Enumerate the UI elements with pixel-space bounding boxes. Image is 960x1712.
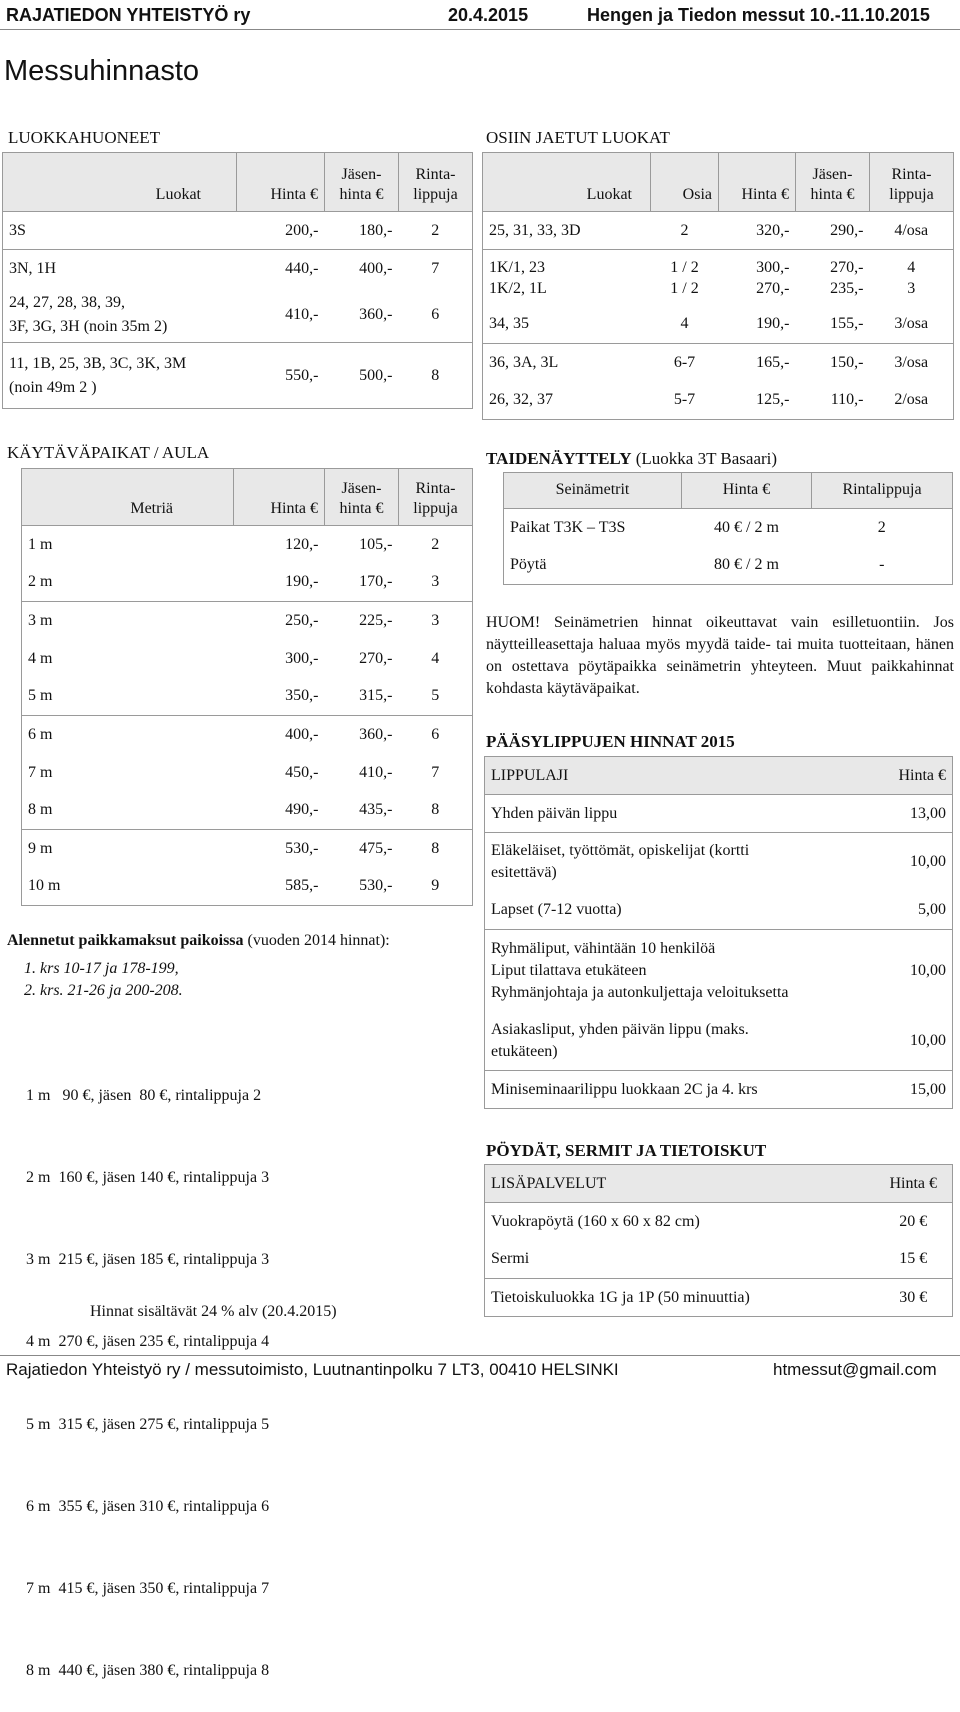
list-item: 5 m 315 €, jäsen 275 €, rintalippuja 5 xyxy=(26,1415,270,1433)
cell-lippulaji: Yhden päivän lippu xyxy=(491,804,618,822)
cell-luokat: 25, 31, 33, 3D xyxy=(483,212,651,250)
cell-hinta: 200,- xyxy=(237,212,325,250)
col-header-hinta: Hinta € xyxy=(234,469,325,526)
table-row xyxy=(22,602,473,640)
table-row xyxy=(22,640,473,678)
cell-rintalippuja: 6 xyxy=(431,305,440,323)
cell-jasenhinta: 500,- xyxy=(359,366,393,384)
cell-rintalippuja: 2 xyxy=(877,518,886,536)
col-header-rintalippuja: Rintalippuja xyxy=(812,473,953,509)
cell-lisapalvelu: Vuokrapöytä (160 x 60 x 82 cm) xyxy=(491,1212,700,1230)
footer-rule xyxy=(0,1355,960,1356)
cell-hinta: 550,- xyxy=(285,366,319,384)
extras-table xyxy=(484,1164,953,1317)
cell-jasenhinta: 435,- xyxy=(359,801,393,819)
table-row xyxy=(22,868,473,906)
table-row xyxy=(485,1241,953,1279)
classrooms-table xyxy=(2,152,473,409)
header-org: RAJATIEDON YHTEISTYÖ ry xyxy=(6,5,251,25)
col-header-rintalippuja: Rinta- lippuja xyxy=(870,153,954,212)
cell-hinta: 10,00 xyxy=(910,853,946,871)
cell-hinta: 5,00 xyxy=(918,901,946,919)
cell-rintalippuja: 3 xyxy=(431,611,440,629)
cell-hinta: 125,- xyxy=(756,391,790,409)
cell-hinta: 440,- xyxy=(285,259,319,277)
cell-metria: 6 m xyxy=(28,725,53,743)
col-header-lippulaji: LIPPULAJI xyxy=(491,766,569,784)
table-row xyxy=(483,344,954,382)
table-row xyxy=(483,250,954,306)
cell-rintalippuja: 4 xyxy=(431,649,440,667)
cell-lippulaji: Eläkeläiset, työttömät, opiskelijat (kortti esitettävä) xyxy=(491,842,750,882)
cell-seinametrit: Paikat T3K – T3S xyxy=(510,518,626,536)
table-row xyxy=(485,1203,953,1241)
header-event: Hengen ja Tiedon messut 10.-11.10.2015 xyxy=(587,5,930,25)
art-title-bold: TAIDENÄYTTELY xyxy=(486,449,632,468)
cell-rintalippuja: 8 xyxy=(431,801,440,819)
table-row xyxy=(485,892,953,930)
discount-floor-line: 2. krs. 21-26 ja 200-208. xyxy=(24,982,183,999)
col-header-seinametrit: Seinämetrit xyxy=(504,473,682,509)
cell-hinta: 10,00 xyxy=(910,1031,946,1049)
col-header-rintalippuja: Rinta- lippuja xyxy=(399,153,473,212)
table-row xyxy=(485,795,953,833)
col-header-hinta: Hinta € xyxy=(719,153,796,212)
col-header-jasenhinta: Jäsen- hinta € xyxy=(325,469,399,526)
art-note: HUOM! Seinämetrien hinnat oikeuttavat vain esilletuontiin. Jos näytteilleasettaja haluaa myös myydä taide- tai muita tuotteitaan, hänen on ostettava pöytäpaikka seinämetrin yhteyteen. Muut paikkahinnat kohdasta käytäväpaikat. xyxy=(486,614,954,697)
cell-jasenhinta: 400,- xyxy=(359,259,393,277)
table-row xyxy=(3,212,473,250)
col-header-hinta: Hinta € xyxy=(898,766,946,784)
table-row xyxy=(504,547,953,585)
col-header-luokat: Luokat xyxy=(3,153,237,212)
table-row xyxy=(485,930,953,1012)
cell-metria: 9 m xyxy=(28,839,53,857)
table-row xyxy=(22,716,473,754)
aisle-title: KÄYTÄVÄPAIKAT / AULA xyxy=(7,443,210,462)
cell-hinta: 15,00 xyxy=(910,1080,946,1098)
cell-luokat: 26, 32, 37 xyxy=(489,391,553,409)
tickets-title: PÄÄSYLIPPUJEN HINNAT 2015 xyxy=(486,732,735,751)
cell-hinta: 120,- xyxy=(285,535,319,553)
cell-metria: 4 m xyxy=(28,649,53,667)
cell-luokat: 34, 35 xyxy=(489,315,529,333)
cell-jasenhinta: 105,- xyxy=(359,535,393,553)
cell-rintalippuja: - xyxy=(879,556,885,574)
cell-rintalippuja: 2 xyxy=(399,212,473,250)
cell-osia: 1 / 2 1 / 2 xyxy=(670,258,699,297)
cell-jasenhinta: 170,- xyxy=(359,573,393,591)
cell-jasenhinta: 475,- xyxy=(359,839,393,857)
list-item: 8 m 440 €, jäsen 380 €, rintalippuja 8 xyxy=(26,1662,270,1680)
cell-jasenhinta: 180,- xyxy=(325,212,399,250)
cell-rintalippuja: 7 xyxy=(431,763,440,781)
cell-metria: 1 m xyxy=(28,535,53,553)
cell-lippulaji: Lapset (7-12 vuotta) xyxy=(491,901,622,919)
col-header-hinta: Hinta € xyxy=(237,153,325,212)
cell-hinta: 250,- xyxy=(285,611,319,629)
discount-title-rest: (vuoden 2014 hinnat): xyxy=(243,932,390,949)
cell-hinta: 410,- xyxy=(285,305,319,323)
cell-hinta: 20 € xyxy=(899,1212,928,1230)
col-header-hinta: Hinta € xyxy=(682,473,812,509)
cell-lippulaji: Asiakasliput, yhden päivän lippu (maks. etukäteen) xyxy=(491,1020,749,1060)
cell-lippulaji: Ryhmäliput, vähintään 10 henkilöä Liput tilattava etukäteen Ryhmänjohtaja ja autonkuljettaja veloituksetta xyxy=(491,939,789,1001)
art-title-rest: (Luokka 3T Basaari) xyxy=(631,449,778,468)
cell-rintalippuja: 5 xyxy=(431,687,440,705)
cell-jasenhinta: 360,- xyxy=(359,725,393,743)
col-header-osia: Osia xyxy=(651,153,719,212)
cell-seinametrit: Pöytä xyxy=(510,556,547,574)
cell-rintalippuja: 4/osa xyxy=(870,212,954,250)
cell-luokat: 36, 3A, 3L xyxy=(489,353,559,371)
cell-hinta: 40 € / 2 m xyxy=(714,518,779,536)
cell-rintalippuja: 8 xyxy=(431,366,440,384)
table-row xyxy=(504,509,953,547)
cell-hinta: 320,- xyxy=(719,212,796,250)
cell-hinta: 450,- xyxy=(285,763,319,781)
shared-title: OSIIN JAETUT LUOKAT xyxy=(486,128,670,147)
cell-hinta: 400,- xyxy=(285,725,319,743)
vat-note: Hinnat sisältävät 24 % alv (20.4.2015) xyxy=(90,1303,337,1320)
cell-hinta: 30 € xyxy=(899,1288,928,1306)
discount-floors xyxy=(24,958,183,1002)
col-header-lisapalvelut: LISÄPALVELUT xyxy=(491,1174,607,1192)
header-date: 20.4.2015 xyxy=(448,5,529,25)
art-title xyxy=(486,449,777,469)
cell-hinta: 165,- xyxy=(756,353,790,371)
list-item: 4 m 270 €, jäsen 235 €, rintalippuja 4 xyxy=(26,1333,270,1351)
tickets-table xyxy=(484,756,953,1109)
page-title: Messuhinnasto xyxy=(4,55,200,87)
table-row xyxy=(485,1071,953,1109)
list-item: 3 m 215 €, jäsen 185 €, rintalippuja 3 xyxy=(26,1251,270,1269)
col-header-luokat: Luokat xyxy=(483,153,651,212)
table-row xyxy=(483,382,954,420)
footer-address: Rajatiedon Yhteistyö ry / messutoimisto, Luutnantinpolku 7 LT3, 00410 HELSINKI xyxy=(6,1360,619,1379)
cell-luokat: 11, 1B, 25, 3B, 3C, 3K, 3M (noin 49m 2 ) xyxy=(9,354,187,396)
cell-hinta: 300,- 270,- xyxy=(756,258,790,297)
discount-floor-line: 1. krs 10-17 ja 178-199, xyxy=(24,960,179,977)
cell-osia: 4 xyxy=(680,315,689,333)
col-header-metria: Metriä xyxy=(22,469,234,526)
table-row xyxy=(485,833,953,892)
table-row xyxy=(3,343,473,409)
cell-jasenhinta: 270,- xyxy=(359,649,393,667)
cell-rintalippuja: 2 xyxy=(431,535,440,553)
table-row xyxy=(22,754,473,792)
shared-table xyxy=(482,152,954,420)
col-header-rintalippuja: Rinta- lippuja xyxy=(399,469,473,526)
cell-rintalippuja: 3 xyxy=(431,573,440,591)
cell-hinta: 490,- xyxy=(285,801,319,819)
table-row xyxy=(3,250,473,288)
discount-title-bold: Alennetut paikkamaksut paikoissa xyxy=(7,932,244,949)
list-item: 2 m 160 €, jäsen 140 €, rintalippuja 3 xyxy=(26,1169,270,1187)
cell-jasenhinta: 410,- xyxy=(359,763,393,781)
list-item: 6 m 355 €, jäsen 310 €, rintalippuja 6 xyxy=(26,1497,270,1515)
cell-rintalippuja: 6 xyxy=(431,725,440,743)
footer-email: htmessut@gmail.com xyxy=(773,1360,937,1379)
table-row xyxy=(3,288,473,343)
cell-rintalippuja: 9 xyxy=(431,877,440,895)
cell-hinta: 13,00 xyxy=(910,804,946,822)
cell-lisapalvelu: Sermi xyxy=(491,1250,530,1268)
cell-metria: 8 m xyxy=(28,801,53,819)
extras-title: PÖYDÄT, SERMIT JA TIETOISKUT xyxy=(486,1141,767,1160)
list-item: 1 m 90 €, jäsen 80 €, rintalippuja 2 xyxy=(26,1086,262,1104)
cell-hinta: 300,- xyxy=(285,649,319,667)
cell-osia: 6-7 xyxy=(673,353,696,371)
table-row xyxy=(22,792,473,830)
cell-rintalippuja: 8 xyxy=(431,839,440,857)
cell-rintalippuja: 3/osa xyxy=(894,315,929,333)
col-header-hinta: Hinta € xyxy=(889,1174,938,1192)
cell-metria: 5 m xyxy=(28,687,53,705)
cell-lisapalvelu: Tietoiskuluokka 1G ja 1P (50 minuuttia) xyxy=(491,1288,750,1306)
cell-jasenhinta: 530,- xyxy=(359,877,393,895)
cell-jasenhinta: 225,- xyxy=(359,611,393,629)
aisle-table xyxy=(21,468,473,906)
cell-rintalippuja: 2/osa xyxy=(894,391,929,409)
cell-hinta: 80 € / 2 m xyxy=(714,556,779,574)
cell-hinta: 585,- xyxy=(285,877,319,895)
cell-osia: 5-7 xyxy=(673,391,696,409)
cell-osia: 2 xyxy=(651,212,719,250)
cell-luokat: 3S xyxy=(3,212,237,250)
cell-hinta: 15 € xyxy=(899,1250,928,1268)
table-row xyxy=(485,1012,953,1071)
cell-hinta: 10,00 xyxy=(910,961,946,979)
classrooms-title: LUOKKAHUONEET xyxy=(8,128,161,147)
cell-jasenhinta: 290,- xyxy=(796,212,870,250)
cell-hinta: 190,- xyxy=(285,573,319,591)
cell-rintalippuja: 3/osa xyxy=(894,353,929,371)
cell-jasenhinta: 270,- 235,- xyxy=(830,258,864,297)
cell-jasenhinta: 150,- xyxy=(830,353,864,371)
table-row xyxy=(22,678,473,716)
header-rule xyxy=(0,29,960,30)
cell-jasenhinta: 315,- xyxy=(359,687,393,705)
discount-title xyxy=(7,932,390,950)
cell-luokat: 1K/1, 23 1K/2, 1L xyxy=(489,258,547,297)
col-header-jasenhinta: Jäsen- hinta € xyxy=(325,153,399,212)
table-row xyxy=(22,564,473,602)
cell-lippulaji: Miniseminaarilippu luokkaan 2C ja 4. krs xyxy=(491,1080,758,1098)
cell-hinta: 530,- xyxy=(285,839,319,857)
cell-jasenhinta: 155,- xyxy=(830,315,864,333)
cell-metria: 2 m xyxy=(28,573,53,591)
cell-metria: 10 m xyxy=(28,877,61,895)
table-row xyxy=(22,830,473,868)
col-header-jasenhinta: Jäsen- hinta € xyxy=(796,153,870,212)
table-row xyxy=(485,1279,953,1317)
art-table xyxy=(503,472,953,585)
cell-rintalippuja: 4 3 xyxy=(907,258,916,297)
cell-metria: 7 m xyxy=(28,763,53,781)
cell-jasenhinta: 110,- xyxy=(830,391,864,409)
table-row xyxy=(22,526,473,564)
cell-hinta: 350,- xyxy=(285,687,319,705)
cell-hinta: 190,- xyxy=(756,315,790,333)
cell-luokat: 3N, 1H xyxy=(9,259,57,277)
cell-rintalippuja: 7 xyxy=(431,259,440,277)
cell-jasenhinta: 360,- xyxy=(359,305,393,323)
cell-luokat: 24, 27, 28, 38, 39, 3F, 3G, 3H (noin 35m 2) xyxy=(9,293,168,335)
cell-metria: 3 m xyxy=(28,611,53,629)
table-row xyxy=(483,212,954,250)
table-row xyxy=(483,306,954,344)
list-item: 7 m 415 €, jäsen 350 €, rintalippuja 7 xyxy=(26,1580,270,1598)
